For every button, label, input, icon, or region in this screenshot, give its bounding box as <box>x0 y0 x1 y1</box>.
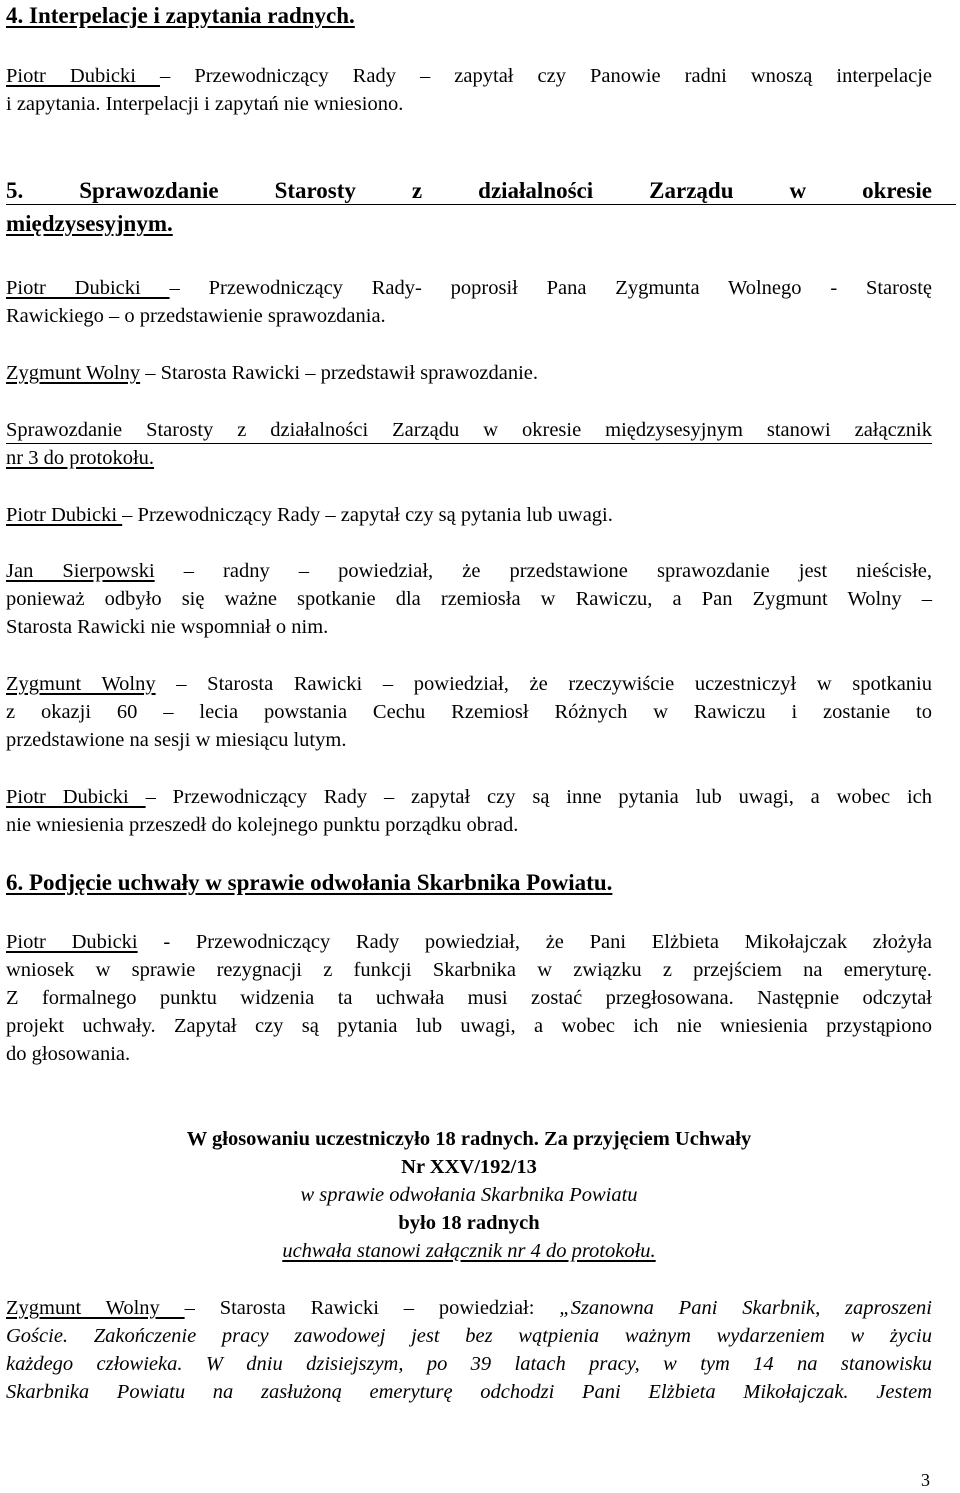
paragraph-text: – Przewodniczący Rady – zapytał czy Panowie radni wnoszą interpelacje <box>160 65 932 87</box>
vote-result-line: W głosowaniu uczestniczyło 18 radnych. Za przyjęciem Uchwały <box>186 1128 752 1150</box>
quote-line: każdego człowieka. W dniu dzisiejszym, po 39 latach pracy, w tym 14 na stanowisku <box>6 1353 932 1375</box>
sec5-paragraph-line: ponieważ odbyło się ważne spotkanie dla rzemiosła w Rawiczu, a Pan Zygmunt Wolny – <box>6 588 932 610</box>
sec6-paragraph-line: wniosek w sprawie rezygnacji z funkcji Skarbnika w związku z przejściem na emeryturę. <box>6 959 932 981</box>
speaker-name: Jan Sierpowski <box>6 560 155 582</box>
section-5-heading-line1: 5. Sprawozdanie Starosty z działalności Zarządu w okresie <box>6 178 932 203</box>
speaker-name: Zygmunt Wolny <box>6 362 141 384</box>
sec5-paragraph-line: nr 3 do protokołu. <box>6 447 155 469</box>
vote-count: było 18 radnych <box>398 1212 540 1234</box>
paragraph-text: – Starosta Rawicki – powiedział: <box>184 1297 560 1319</box>
sec6-paragraph-line <box>6 928 932 956</box>
paragraph-text: - Przewodniczący Rady powiedział, że Pani Elżbieta Mikołajczak złożyła <box>137 931 932 953</box>
quote-line: Skarbnika Powiatu na zasłużoną emeryturę odchodzi Pani Elżbieta Mikołajczak. Jestem <box>6 1381 932 1403</box>
sec4-paragraph-line: i zapytania. Interpelacji i zapytań nie wniesiono. <box>6 93 404 115</box>
speaker-name: Piotr Dubicki <box>6 504 123 526</box>
section-5-heading-line2: międzysesyjnym. <box>6 211 173 236</box>
paragraph-text: – Starosta Rawicki – powiedział, że rzeczywiście uczestniczył w spotkaniu <box>155 673 932 695</box>
section-4-heading: 4. Interpelacje i zapytania radnych. <box>6 3 355 28</box>
quote-text: „Szanowna Pani Skarbnik, zaproszeni <box>559 1297 933 1319</box>
sec5-paragraph-line: przedstawione na sesji w miesiącu lutym. <box>6 729 347 751</box>
sec5-paragraph-line: Sprawozdanie Starosty z działalności Zarządu w okresie międzysesyjnym stanowi załącznik <box>6 419 932 441</box>
attachment-note: uchwała stanowi załącznik nr 4 do protokołu. <box>282 1240 656 1262</box>
speaker-name: Piotr Dubicki <box>6 65 161 87</box>
heading-underline <box>6 204 956 205</box>
sec5-paragraph-line <box>6 783 932 811</box>
speaker-name: Piotr Dubicki <box>6 931 138 953</box>
sec5-paragraph-line <box>6 274 932 302</box>
speaker-name: Zygmunt Wolny <box>6 673 156 695</box>
speaker-name: Piotr Dubicki <box>6 277 170 299</box>
sec6-paragraph-line: do głosowania. <box>6 1043 131 1065</box>
paragraph-text: – Starosta Rawicki – przedstawił sprawozdanie. <box>140 362 539 384</box>
sec5-paragraph-line: Starosta Rawicki nie wspomniał o nim. <box>6 616 329 638</box>
sec5-paragraph-line <box>6 557 932 585</box>
resolution-title: w sprawie odwołania Skarbnika Powiatu <box>300 1184 638 1206</box>
speaker-name: Piotr Dubicki <box>6 786 146 808</box>
section-6-heading: 6. Podjęcie uchwały w sprawie odwołania Skarbnika Powiatu. <box>6 870 613 895</box>
sec5-paragraph-line: Rawickiego – o przedstawienie sprawozdania. <box>6 305 386 327</box>
sec5-paragraph-line: nie wniesienia przeszedł do kolejnego punktu porządku obrad. <box>6 814 519 836</box>
speaker-name: Zygmunt Wolny <box>6 1297 185 1319</box>
paragraph-text: – Przewodniczący Rady- poprosił Pana Zygmunta Wolnego - Starostę <box>169 277 933 299</box>
quote-line: Goście. Zakończenie pracy zawodowej jest bez wątpienia ważnym wydarzeniem w życiu <box>6 1325 932 1347</box>
sec6-paragraph-line <box>6 1294 932 1322</box>
resolution-number: Nr XXV/192/13 <box>401 1156 537 1178</box>
sec4-paragraph-line <box>6 62 932 90</box>
sec5-paragraph-line <box>6 501 932 529</box>
paragraph-text: – Przewodniczący Rady – zapytał czy są inne pytania lub uwagi, a wobec ich <box>145 786 932 808</box>
sec6-paragraph-line: Z formalnego punktu widzenia ta uchwała musi zostać przegłosowana. Następnie odczytał <box>6 987 932 1009</box>
paragraph-text: – Przewodniczący Rady – zapytał czy są pytania lub uwagi. <box>122 504 613 526</box>
sec5-paragraph-line <box>6 670 932 698</box>
sec5-paragraph-line: z okazji 60 – lecia powstania Cechu Rzemiosł Różnych w Rawiczu i zostanie to <box>6 701 932 723</box>
sec6-paragraph-line: projekt uchwały. Zapytał czy są pytania lub uwagi, a wobec ich nie wniesienia przystąpiono <box>6 1015 932 1037</box>
sec5-paragraph-line <box>6 359 932 387</box>
paragraph-text: – radny – powiedział, że przedstawione sprawozdanie jest nieścisłe, <box>154 560 933 582</box>
page-number: 3 <box>921 1470 930 1490</box>
